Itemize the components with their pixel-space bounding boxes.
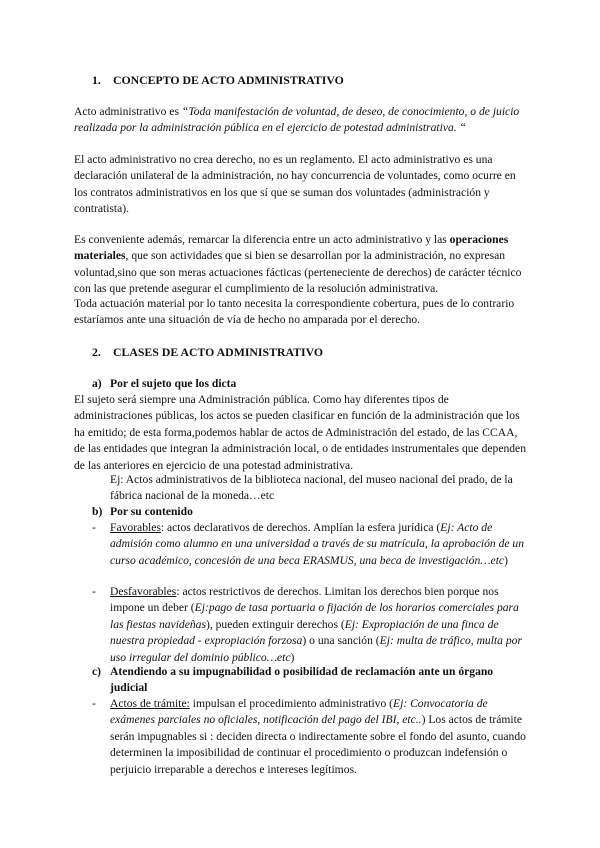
tramite-text xyxy=(74,696,529,778)
list-item-desfavorables xyxy=(74,584,529,666)
subsection-a-example: Ej: Actos administrativos de la biblioteca nacional, del museo nacional del prado, de la fábrica nacional de la moneda…etc xyxy=(110,473,513,503)
tramite-body-1: impulsan el procedimiento administrativo ( xyxy=(189,697,394,710)
section-1-number: 1. xyxy=(92,73,101,87)
desfavorables-body-1: : actos restrictivos de derechos. Limitan los derechos bien porque nos impone un deber ( xyxy=(110,585,499,615)
definition-paragraph xyxy=(74,104,529,137)
definition-quote: “Toda manifestación de voluntad, de deseo, de conocimiento, o de juicio realizada por la administración pública en el ejercicio de potestad administrativa. “ xyxy=(74,105,520,135)
subsection-a-letter: a) xyxy=(92,377,102,390)
list-dash: - xyxy=(92,521,96,534)
section-2-heading xyxy=(92,344,547,360)
tramite-term: Actos de trámite: xyxy=(110,697,190,710)
desfavorables-body-2: ), pueden extinguir derechos ( xyxy=(205,617,345,631)
favorables-example: Ej: Acto de admisión como alumno en una universidad a través de su matrícula, la aprobación de un curso académico, concesión de una beca ERASMUS, una beca de investigación…etc xyxy=(110,521,525,567)
tramite-example: Ej: Convocatoria de exámenes parciales no oficiales, notificación del pago del IBI, etc.. xyxy=(110,697,488,727)
desfavorables-example-2: Ej: Expropiación de una finca de nuestra propiedad - expropiación forzosa xyxy=(110,617,499,648)
subsection-c-letter: c) xyxy=(92,665,102,678)
paragraph-cobertura: Toda actuación material por lo tanto necesita la correspondiente cobertura, pues de lo contrario estaríamos ante una situación de vía de hecho no amparada por el derecho. xyxy=(74,297,515,327)
list-item-favorables xyxy=(74,520,529,569)
favorables-term: Favorables xyxy=(110,521,161,534)
desfavorables-text xyxy=(74,584,529,666)
list-dash: - xyxy=(92,585,96,598)
list-dash: - xyxy=(92,697,96,710)
desfavorables-term: Desfavorables xyxy=(110,585,177,598)
paragraph-nature: El acto administrativo no crea derecho, no es un reglamento. El acto administrativo es una declaración unilateral de la administración, no hay concurrencia de voluntades, como ocurre en los contratos administrativos en los que sí que se suman dos voluntades (administración y contratista). xyxy=(74,153,516,216)
definition-lead: Acto administrativo es xyxy=(74,105,182,118)
subsection-c-heading xyxy=(92,664,529,697)
subsection-a-heading xyxy=(92,376,547,392)
tramite-body-2: ) Los actos de trámite serán impugnables si : deciden directa o indirectamente sobre el fondo del asunto, cuando determinen la imposibilidad de continuar el procedimiento o produzcan indefensión o perjuicio irreparable a derechos e intereses legítimos. xyxy=(110,713,526,776)
desfavorables-example-3: Ej: multa de tráfico, multa por uso irregular del dominio público…etc xyxy=(110,634,522,664)
p3-bold-term: operaciones materiales xyxy=(74,233,509,263)
subsection-b-title: Por su contenido xyxy=(110,505,193,518)
list-item-actos-tramite xyxy=(74,696,529,778)
section-2-title: CLASES DE ACTO ADMINISTRATIVO xyxy=(112,345,324,359)
subsection-a-title: Por el sujeto que los dicta xyxy=(110,377,237,390)
p3-lead: Es conveniente además, remarcar la diferencia entre un acto administrativo y las xyxy=(74,233,450,246)
section-1-heading xyxy=(92,72,547,88)
favorables-text xyxy=(74,520,529,569)
desfavorables-body-3: ) o una sanción ( xyxy=(302,634,380,648)
favorables-close: ) xyxy=(504,553,508,567)
section-2-number: 2. xyxy=(92,345,101,359)
subsection-a-text: El sujeto será siempre una Administración pública. Como hay diferentes tipos de administraciones públicas, los actos se pueden clasificar en función de la administración que los ha emitido; de esta forma,podemos hablar de actos de Administración del estado, de las CCAA, de las entidades que integran la administración local, o de entidades instrumentales que dependen de las anteriores en ejercicio de una potestad administrativa. xyxy=(74,393,527,472)
favorables-body: : actos declarativos de derechos. Amplían la esfera jurídica ( xyxy=(160,521,441,534)
p3-rest: , que son actividades que si bien se desarrollan por la administración, no expresan voluntad,sino que son meras actuaciones fácticas (perteneciente de derechos) de carácter técnico con las que pretende asegurar el cumplimiento de la resolución administrativa. xyxy=(74,249,522,296)
desfavorables-close: ) xyxy=(290,650,295,664)
subsection-b-heading xyxy=(92,504,547,520)
desfavorables-example-1: Ej:pago de tasa portuaria o fijación de los horarios comerciales para las fiestas navideñas xyxy=(110,601,519,631)
section-1-title: CONCEPTO DE ACTO ADMINISTRATIVO xyxy=(112,73,344,87)
subsection-b-letter: b) xyxy=(92,505,103,518)
paragraph-operaciones xyxy=(74,232,529,298)
subsection-c-title: Atendiendo a su impugnabilidad o posibilidad de reclamación ante un órgano judicial xyxy=(110,665,494,695)
